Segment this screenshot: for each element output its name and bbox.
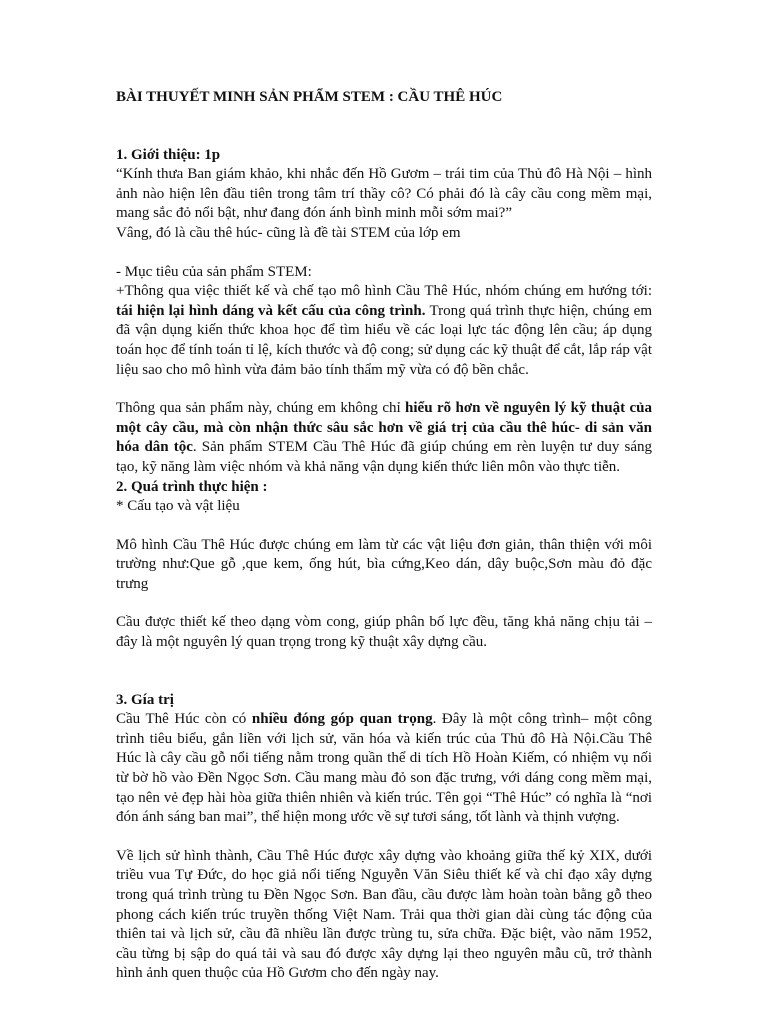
materials-paragraph: Mô hình Cầu Thê Húc được chúng em làm từ các vật liệu đơn giản, thân thiện với môi trường như:Que gỗ ,que kem, ống hút, bìa cứng,Keo dán, dây buộc,Sơn màu đỏ đặc trưng xyxy=(116,536,652,592)
intro-answer: Vâng, đó là cầu thê húc- cũng là đề tài STEM của lớp em xyxy=(116,224,461,241)
goal-label: - Mục tiêu của sản phẩm STEM: xyxy=(116,263,312,280)
intro-quote: “Kính thưa Ban giám khảo, khi nhắc đến Hồ Gươm – trái tim của Thủ đô Hà Nội – hình ảnh nào hiện lên đầu tiên trong tâm trí thầy cô? Có phải đó là cây cầu cong mềm mại, mang sắc đỏ nổi bật, như đang đón ánh bình minh mỗi sớm mai?” xyxy=(116,166,652,222)
design-paragraph: Cầu được thiết kế theo dạng vòm cong, giúp phân bố lực đều, tăng khả năng chịu tải – đây là một nguyên lý quan trọng trong kỹ thuật xây dựng cầu. xyxy=(116,614,652,651)
document-body xyxy=(116,88,652,984)
outcome-text-b: . Sản phẩm STEM Cầu Thê Húc đã giúp chúng em rèn luyện tư duy sáng tạo, kỹ năng làm việc nhóm và khả năng vận dụng kiến thức liên môn vào thực tiễn. xyxy=(116,439,652,475)
goal-paragraph xyxy=(116,282,652,380)
goal-text-b: Trong quá trình thực hiện, chúng em đã vận dụng kiến thức khoa học để tìm hiểu về các loại lực tác động lên cầu; áp dụng toán học để tính toán tỉ lệ, kích thước và độ cong; sử dụng các kỹ thuật để cắt, lắp ráp vật liệu sao cho mô hình vừa đảm bảo tính thẩm mỹ vừa có độ bền chắc. xyxy=(116,302,652,378)
goal-text-a: +Thông qua việc thiết kế và chế tạo mô hình Cầu Thê Húc, nhóm chúng em hướng tới: xyxy=(116,283,652,300)
outcome-paragraph xyxy=(116,399,652,477)
section-3-heading: 3. Gía trị xyxy=(116,691,174,708)
structure-subheading: * Cấu tạo và vật liệu xyxy=(116,498,240,515)
value-text-b: . Đây là một công trình– một công trình tiêu biểu, gắn liền với lịch sử, văn hóa và kiến trúc của Thủ đô Hà Nội.Cầu Thê Húc là cây cầu gỗ nổi tiếng nằm trong quần thể di tích Hồ Hoàn Kiếm, có nhiệm vụ nối từ bờ hồ vào Đền Ngọc Sơn. Cầu mang màu đỏ son đặc trưng, với dáng cong mềm mại, tạo nên vẻ đẹp hài hòa giữa thiên nhiên và kiến trúc. Tên gọi “Thê Húc” có nghĩa là “nơi đón ánh sáng ban mai”, thể hiện mong ước về sự tươi sáng, tốt lành và thịnh vượng. xyxy=(116,711,652,826)
outcome-text-bold: hiểu rõ hơn về nguyên lý kỹ thuật của một cây cầu, mà còn nhận thức sâu sắc hơn về giá trị của cầu thê húc- di sản văn hóa dân tộc xyxy=(116,400,652,456)
value-paragraph xyxy=(116,710,652,828)
document-title: BÀI THUYẾT MINH SẢN PHẨM STEM : CẦU THÊ HÚC xyxy=(116,89,503,105)
section-2-heading: 2. Quá trình thực hiện : xyxy=(116,478,268,495)
value-text-bold: nhiều đóng góp quan trọng xyxy=(251,711,433,728)
goal-text-bold: tái hiện lại hình dáng và kết cấu của công trình. xyxy=(116,302,426,319)
value-text-a: Cầu Thê Húc còn có xyxy=(116,711,252,728)
section-1-heading: 1. Giới thiệu: 1p xyxy=(116,146,221,163)
history-paragraph: Về lịch sử hình thành, Cầu Thê Húc được xây dựng vào khoảng giữa thế kỷ XIX, dưới triều vua Tự Đức, do học giả nổi tiếng Nguyễn Văn Siêu thiết kế và chỉ đạo xây dựng trong quá trình trùng tu Đền Ngọc Sơn. Ban đầu, cầu được làm hoàn toàn bằng gỗ theo phong cách kiến trúc truyền thống Việt Nam. Trải qua thời gian dài cùng tác động của thiên tai và lịch sử, cầu đã nhiều lần được trùng tu, sửa chữa. Đặc biệt, vào năm 1952, cầu từng bị sập do quá tải và sau đó được xây dựng lại theo nguyên mẫu cũ, trở thành hình ảnh quen thuộc của Hồ Gươm cho đến ngày nay. xyxy=(116,847,652,982)
outcome-text-a: Thông qua sản phẩm này, chúng em không chỉ xyxy=(116,400,406,417)
